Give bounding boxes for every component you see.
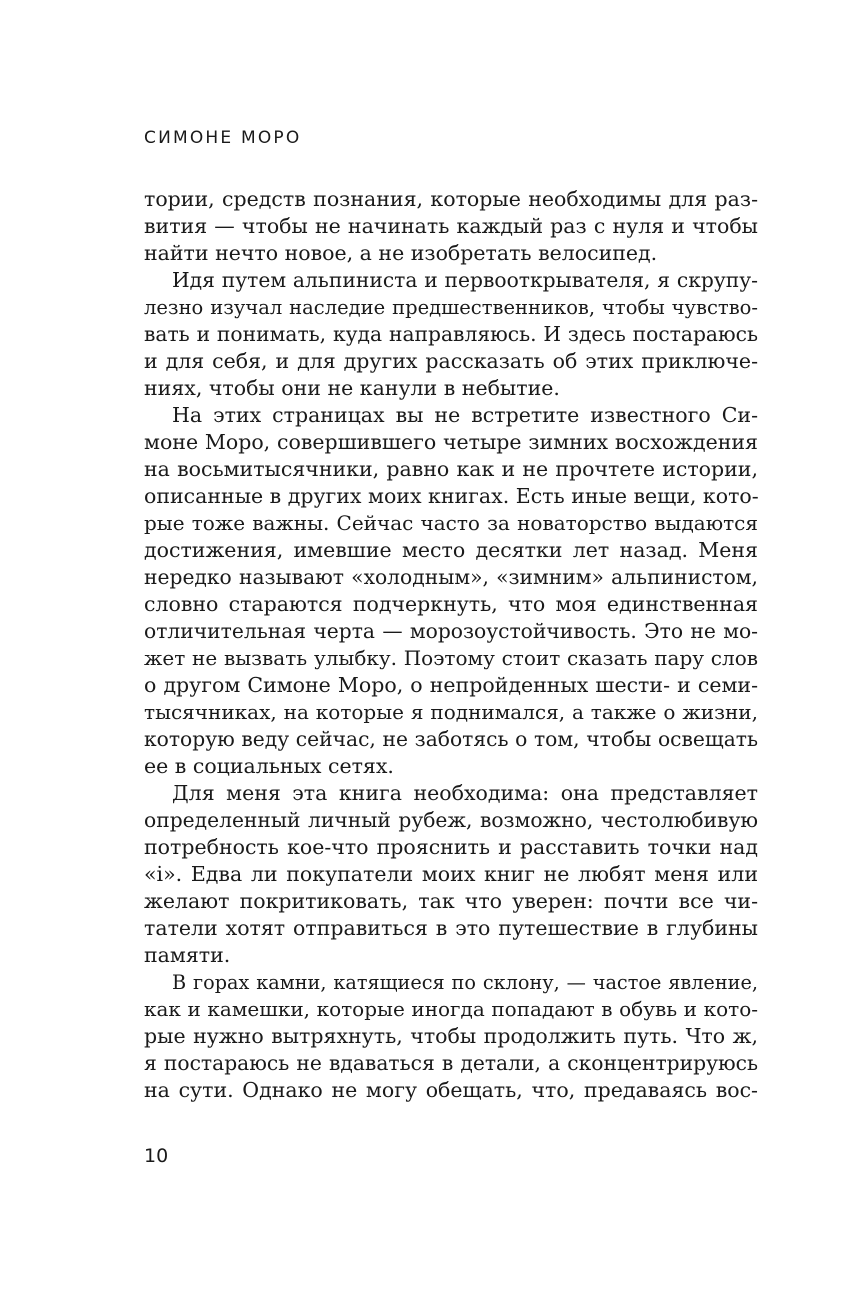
text-line: ниях, чтобы они не канули в небытие. — [144, 376, 560, 400]
text-line: как и камешки, которые иногда попадают в обувь и кото- — [144, 997, 758, 1021]
text-line: «i». Едва ли покупатели моих книг не любят меня или — [144, 862, 758, 886]
text-line: На этих страницах вы не встретите известного Си- — [172, 403, 758, 427]
paragraph — [144, 267, 758, 402]
running-head: СИМОНЕ МОРО — [144, 128, 302, 148]
text-line: Для меня эта книга необходима: она представляет — [172, 781, 758, 805]
text-line: рые нужно вытряхнуть, чтобы продолжить путь. Что ж, — [144, 1024, 758, 1048]
text-line: и для себя, и для других рассказать об этих приключе- — [144, 349, 758, 373]
text-line: тысячниках, на которые я поднимался, а также о жизни, — [144, 700, 758, 724]
text-line: В горах камни, катящиеся по склону, — частое явление, — [172, 971, 758, 994]
text-line: вать и понимать, куда направляюсь. И здесь постараюсь — [144, 322, 758, 346]
text-line: нередко называют «холодным», «зимним» альпинистом, — [144, 565, 758, 589]
text-line: Идя путем альпиниста и первооткрывателя, я скрупу- — [172, 268, 758, 292]
text-line: вития — чтобы не начинать каждый раз с нуля и чтобы — [144, 214, 758, 238]
text-line: на сути. Однако не могу обещать, что, предаваясь вос- — [144, 1078, 758, 1102]
text-line: ее в социальных сетях. — [144, 754, 394, 778]
text-line: татели хотят отправиться в это путешествие в глубины — [144, 916, 758, 940]
text-line: желают покритиковать, так что уверен: почти все чи- — [144, 889, 758, 913]
text-line: описанные в других моих книгах. Есть иные вещи, кото- — [144, 484, 759, 508]
text-line: о другом Симоне Моро, о непройденных шести- и семи- — [144, 673, 758, 697]
text-line: словно стараются подчеркнуть, что моя единственная — [144, 592, 758, 616]
text-line: достижения, имевшие место десятки лет назад. Меня — [144, 538, 758, 562]
page-number: 10 — [144, 1145, 169, 1167]
paragraph — [144, 780, 758, 969]
text-line: я постараюсь не вдаваться в детали, а сконцентрируюсь — [144, 1051, 758, 1075]
text-line: определенный личный рубеж, возможно, честолюбивую — [144, 808, 758, 832]
text-line: отличительная черта — морозоустойчивость. Это не мо- — [144, 619, 758, 643]
body-text — [144, 186, 758, 1104]
text-line: жет не вызвать улыбку. Поэтому стоит сказать пару слов — [144, 646, 758, 670]
text-line: на восьмитысячники, равно как и не прочтете истории, — [144, 457, 758, 481]
text-line: которую веду сейчас, не заботясь о том, чтобы освещать — [144, 727, 758, 751]
text-line: лезно изучал наследие предшественников, чтобы чувство- — [144, 296, 758, 319]
paragraph — [144, 402, 758, 780]
text-line: найти нечто новое, а не изобретать велосипед. — [144, 241, 658, 265]
paragraph — [144, 969, 758, 1104]
paragraph — [144, 186, 758, 267]
text-line: потребность кое-что прояснить и расставить точки над — [144, 835, 758, 859]
text-line: моне Моро, совершившего четыре зимних восхождения — [144, 430, 758, 454]
text-line: памяти. — [144, 943, 231, 967]
text-line: тории, средств познания, которые необходимы для раз- — [144, 187, 758, 211]
text-line: рые тоже важны. Сейчас часто за новаторство выдаются — [144, 511, 758, 535]
